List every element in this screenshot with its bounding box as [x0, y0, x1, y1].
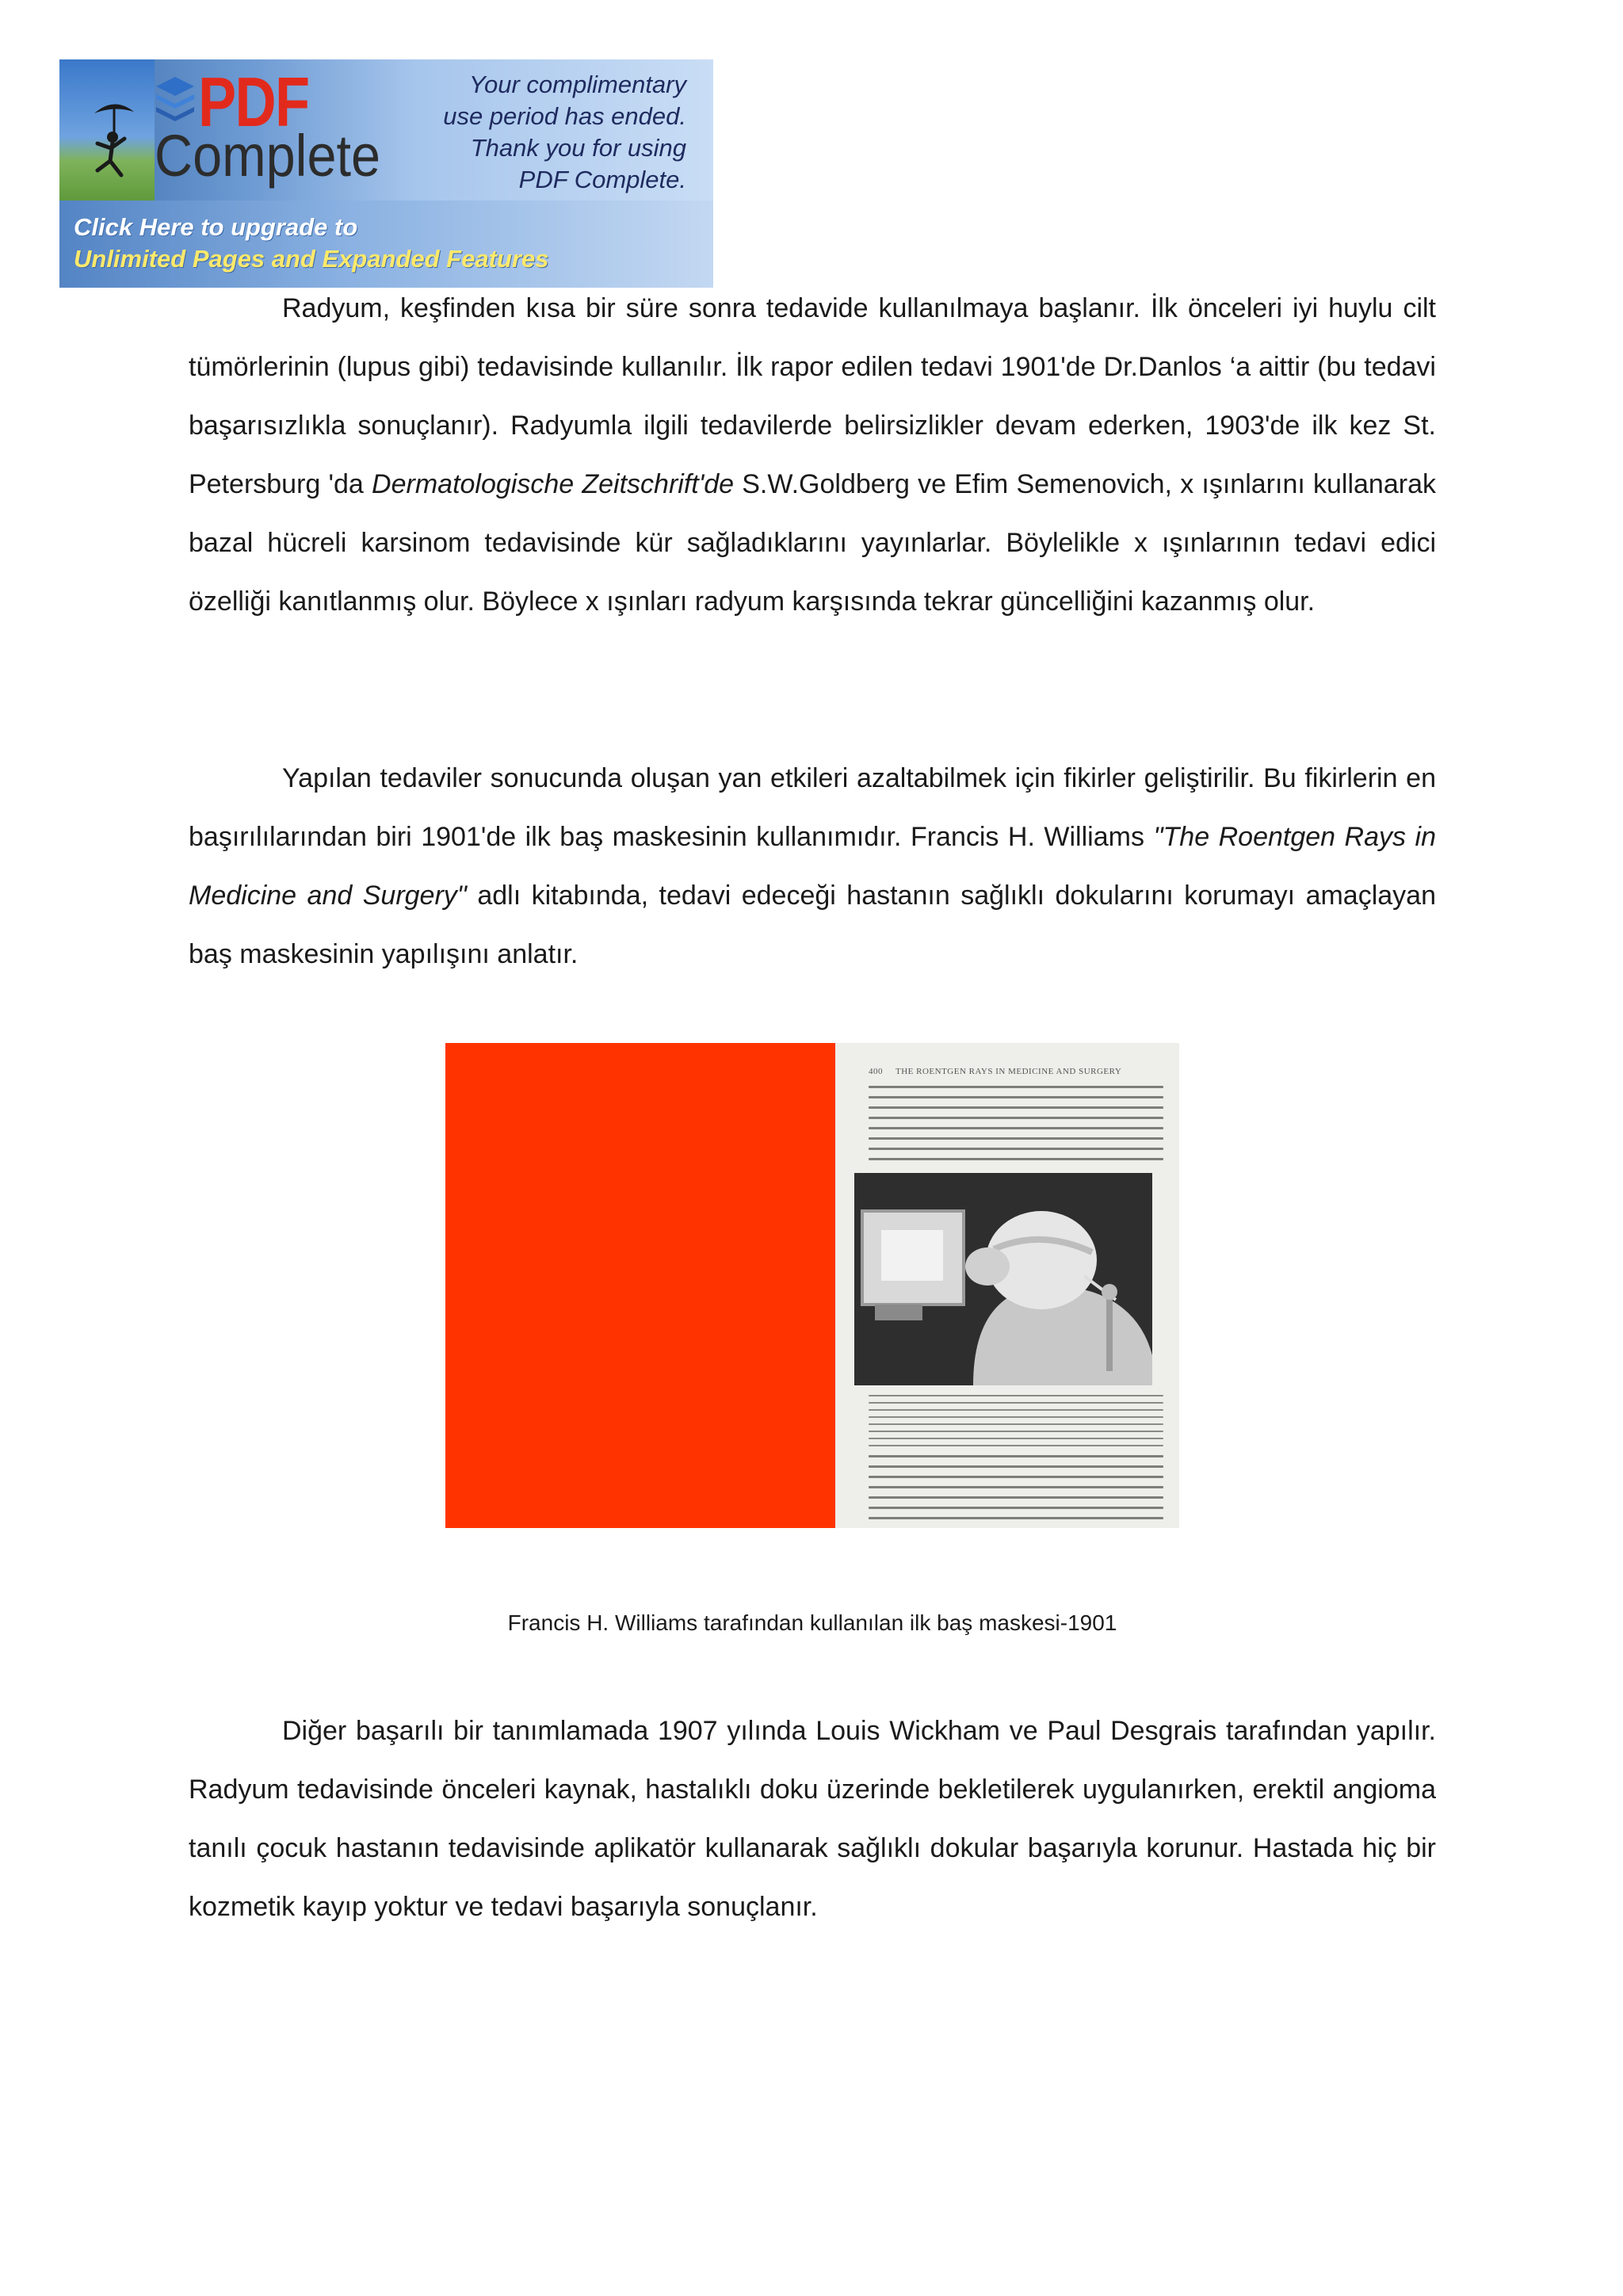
paragraph-text: adlı kitabında, tedavi edeceği hastanın sağlıklı dokularını korumayı amaçlayan baş maskesinin yapılışını anlatır. [189, 881, 1436, 969]
upgrade-link-line2[interactable]: Unlimited Pages and Expanded Features [74, 245, 549, 273]
head-mask-photo [854, 1173, 1152, 1385]
paragraph-text: S.W.Goldberg ve Efim Semenovich, x ışınlarını kullanarak bazal hücreli karsinom tedavisinde kür sağladıklarını yayınlarlar. Böylelikle x ışınlarının tedavi edici özelliği kanıtlanmış olur. Böylece x ışınları radyum karşısında tekrar güncelliğini kazanmış olur. [189, 469, 1436, 617]
logo-pdf-text: PDF [198, 63, 309, 141]
upgrade-link[interactable] [74, 212, 549, 275]
paragraph-wickham-desgrais: Diğer başarılı bir tanımlamada 1907 yılında Louis Wickham ve Paul Desgrais tarafından yapılır. Radyum tedavisinde önceleri kaynak, hastalıklı doku üzerinde bekletilerek uygulanırken, erektil angioma tanılı çocuk hastanın tedavisinde aplikatör kullanarak sağlıklı dokular başarıyla korunur. Hastada hiç bir kozmetik kayıp yoktur ve tedavi başarıyla sonuçlanır. [189, 1716, 1436, 1922]
figure-red-panel [445, 1043, 835, 1528]
patient-with-mask-illustration [854, 1173, 1152, 1385]
upgrade-link-panel[interactable] [59, 201, 713, 288]
scanned-page-number: 400 [869, 1067, 883, 1076]
book-title: "The Roentgen Rays in Medicine and Surgery" [189, 822, 1436, 911]
scanned-text-block-bottom [869, 1455, 1163, 1527]
paragraph-text: Radyum, keşfinden kısa bir süre sonra tedavide kullanılmaya başlanır. İlk önceleri iyi huylu cilt tümörlerinin (lupus gibi) tedavisinde kullanılır. İlk rapor edilen tedavi 1901'de Dr.Danlos ‘a aittir (bu tedavi başarısızlıkla sonuçlanır). Radyumla ilgili tedavilerde belirsizlikler devam ederken, 1903'de ilk kez St. Petersburg 'da [189, 293, 1436, 499]
figure-caption: Francis H. Williams tarafından kullanılan ilk baş maskesi-1901 [507, 1610, 1117, 1635]
banner-message-line: Thank you for using [470, 134, 686, 162]
scanned-text-block-top [869, 1086, 1163, 1168]
scanned-book-page [835, 1043, 1179, 1528]
head-mask-figure [445, 1043, 1179, 1528]
layers-icon [153, 74, 197, 124]
banner-photo [59, 59, 155, 201]
upgrade-banner[interactable] [59, 59, 713, 288]
paragraph-radium-history [189, 279, 1436, 631]
banner-top-panel [59, 59, 713, 201]
banner-message-line: Your complimentary [469, 71, 686, 98]
scanned-page-header [869, 1067, 1154, 1076]
logo-complete-text: Complete [155, 123, 381, 189]
jumping-person-icon [86, 97, 142, 185]
banner-message-line: PDF Complete. [518, 166, 686, 193]
journal-title: Dermatologische Zeitschrift'de [372, 469, 735, 499]
banner-message-line: use period has ended. [443, 102, 686, 130]
scanned-running-head: THE ROENTGEN RAYS IN MEDICINE AND SURGERY [896, 1067, 1122, 1076]
upgrade-link-line1[interactable]: Click Here to upgrade to [74, 213, 358, 241]
paragraph-text: Yapılan tedaviler sonucunda oluşan yan etkileri azaltabilmek için fikirler geliştirilir. Bu fikirlerin en başırılılarından biri 1901'de ilk baş maskesinin kullanımıdır. Francis H. Williams [189, 763, 1436, 852]
banner-message [385, 69, 686, 196]
scanned-caption-block [869, 1395, 1163, 1452]
paragraph-head-mask [189, 749, 1436, 984]
